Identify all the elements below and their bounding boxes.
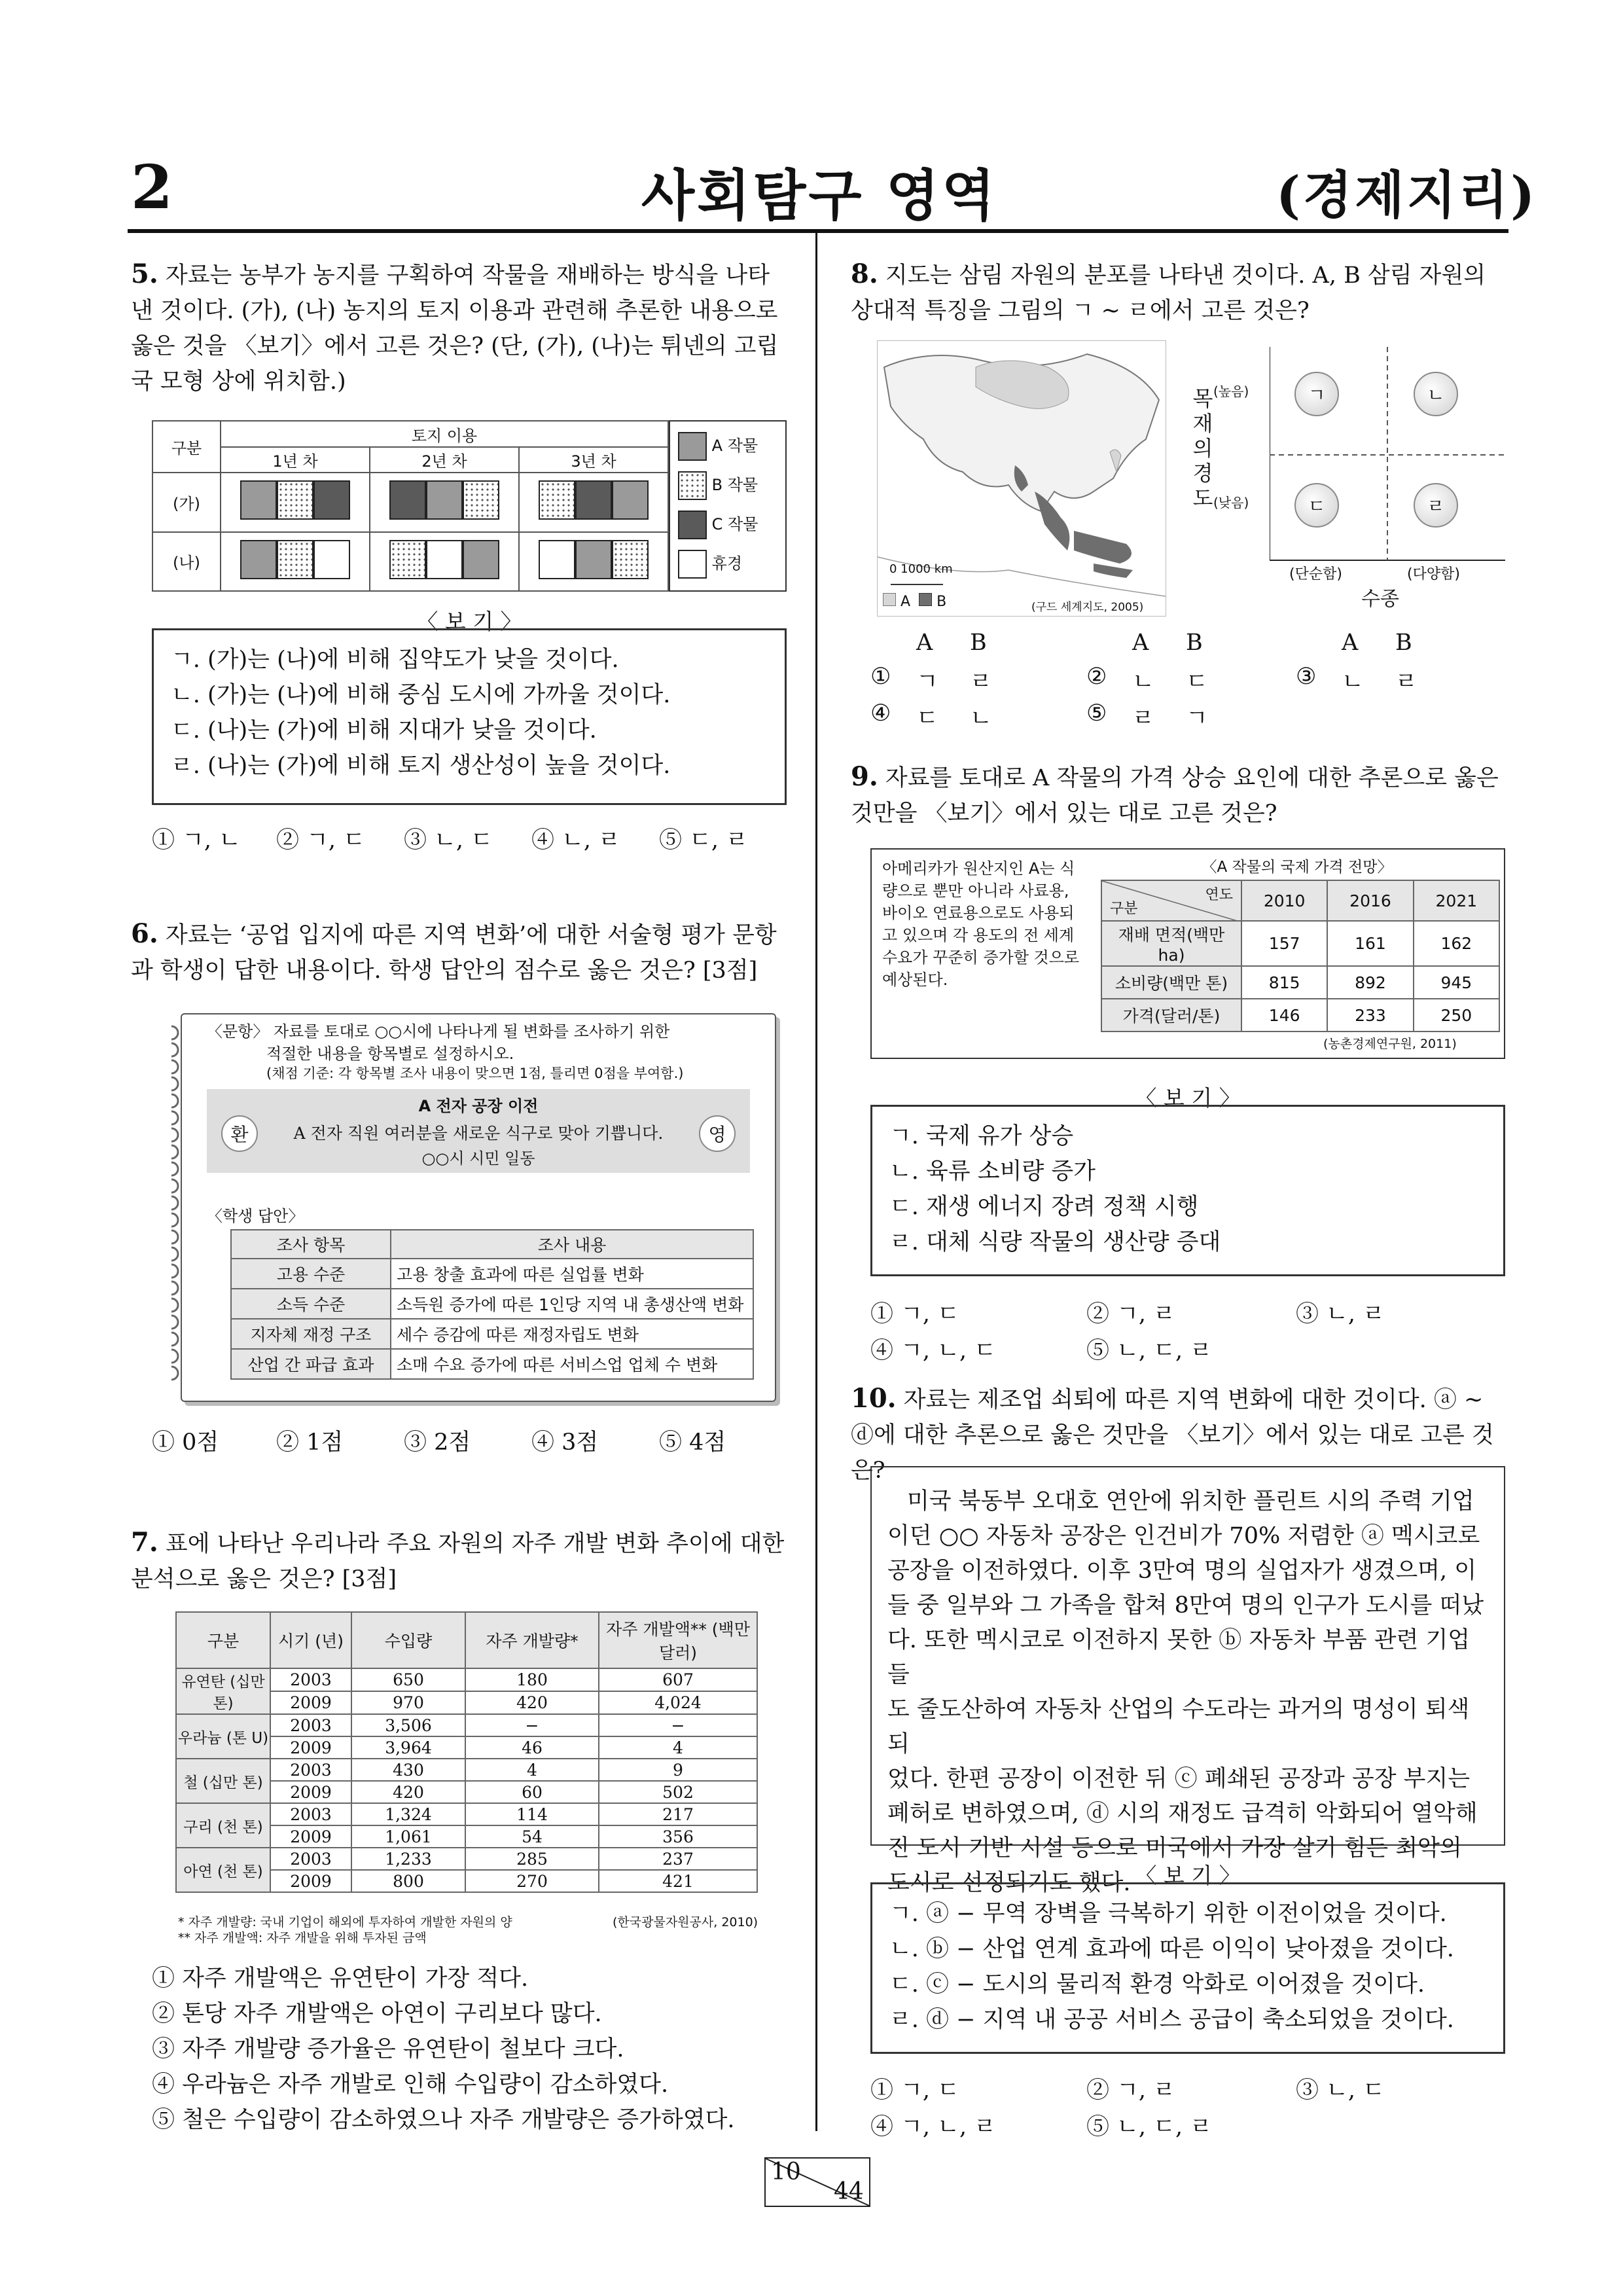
column-divider (815, 233, 817, 2131)
head-b: B (1395, 630, 1412, 656)
notebook-figure (152, 1013, 777, 1406)
x-axis-label: 수종 (1361, 588, 1399, 611)
header-rule (128, 229, 1508, 233)
bogi-item: ㄹ. ⓓ − 지역 내 공공 서비스 공급이 축소되었을 것이다. (889, 2007, 1454, 2033)
options-8 (870, 630, 1512, 741)
note-1: * 자주 개발량: 국내 기업이 해외에 투자하여 개발한 자원의 양 (178, 1915, 512, 1929)
bogi-item: ㄱ. (가)는 (나)에 비해 집약도가 낮을 것이다. (171, 647, 619, 673)
table-cell: 1,233 (351, 1848, 465, 1870)
question-7 (131, 1525, 785, 1597)
option-5[interactable]: ⑤ ㄴ, ㄷ, ㄹ (1086, 1338, 1213, 1364)
table-cell: 2003 (270, 1714, 351, 1736)
question-8 (851, 257, 1512, 329)
answer-item: 소득 수준 (231, 1289, 391, 1319)
map-scale: 0 1000 km (889, 562, 953, 576)
table-cell: 2003 (270, 1803, 351, 1825)
head-gubun: 구분 (1110, 901, 1138, 917)
head-gubun: 구분 (152, 421, 221, 473)
option-3[interactable] (1296, 664, 1418, 695)
table-cell: − (599, 1714, 757, 1736)
cell: 892 (1327, 966, 1413, 999)
head-self-value: 자주 개발액** (백만 달러) (599, 1612, 757, 1668)
question-text: 지도는 삼림 자원의 분포를 나타낸 것이다. A, B 삼림 자원의 상대적 특징을 그림의 ㄱ ~ ㄹ에서 고른 것은? (851, 262, 1486, 324)
table-cell: 2009 (270, 1825, 351, 1848)
table-cell: 46 (465, 1736, 599, 1759)
question-number: 6. (131, 918, 158, 949)
table-row (176, 1759, 757, 1781)
bogi-title-9: 〈 보 기 〉 (1135, 1085, 1241, 1111)
option-1[interactable]: ① ㄱ, ㄴ (152, 827, 241, 853)
question-number: 7. (131, 1527, 158, 1558)
option-1[interactable] (870, 664, 992, 695)
ga-year3 (519, 473, 668, 532)
cell: 162 (1414, 921, 1499, 966)
bogi-item: ㄴ. 육류 소비량 증가 (889, 1158, 1096, 1185)
question-number: 9. (851, 761, 878, 792)
option-b: ㄹ (1395, 669, 1418, 695)
option-1[interactable]: ① 자주 개발액은 유연탄이 가장 적다. (152, 1965, 529, 1992)
table-cell: 2003 (270, 1759, 351, 1781)
head-a: A (1132, 630, 1149, 656)
banner-sign: ○○시 시민 일동 (421, 1149, 535, 1168)
question-6 (131, 916, 785, 988)
table-cell: 2009 (270, 1870, 351, 1892)
land-use-table (152, 420, 669, 592)
option-a: ㄴ (1132, 669, 1154, 695)
map-legend (883, 593, 946, 610)
head-b: B (1186, 630, 1203, 656)
source-9: (농촌경제연구원, 2011) (1323, 1037, 1457, 1051)
table-cell: 270 (465, 1870, 599, 1892)
option-5[interactable]: ⑤ 4점 (659, 1429, 726, 1456)
table-cell: 970 (351, 1691, 465, 1714)
bogi-item: ㄱ. 국제 유가 상승 (889, 1123, 1074, 1149)
col-content: 조사 내용 (391, 1230, 753, 1259)
na-year2 (370, 532, 519, 592)
crop-description: 아메리카가 원산지인 A는 식량으로 뿐만 아니라 사료용, 바이오 연료용으로도 사용되고 있으며 각 용도의 전 세계 수요가 꾸준히 증가할 것으로 예상된다. (882, 859, 1080, 989)
crop-price-table (1101, 880, 1500, 1032)
option-2[interactable]: ② ㄱ, ㄹ (1086, 2077, 1175, 2104)
bogi-title-10: 〈 보 기 〉 (1135, 1863, 1241, 1888)
option-number: ⑤ (1086, 700, 1107, 726)
quadrant-rieul: ㄹ (1414, 483, 1458, 528)
table-row (176, 1714, 757, 1736)
option-a: ㄹ (1132, 706, 1154, 732)
table-row (176, 1848, 757, 1870)
year-2016: 2016 (1327, 880, 1413, 921)
map-source: (구드 세계지도, 2005) (1031, 601, 1144, 614)
question-9 (851, 759, 1512, 831)
option-a: ㄴ (1342, 669, 1364, 695)
option-5[interactable]: ⑤ 철은 수입량이 감소하였으나 자주 개발량은 증가하였다. (152, 2107, 735, 2133)
bogi-item: ㄷ. ⓒ − 도시의 물리적 환경 악화로 이어졌을 것이다. (889, 1971, 1425, 1998)
cell: 161 (1327, 921, 1413, 966)
table-cell: 60 (465, 1781, 599, 1803)
table-cell: 650 (351, 1668, 465, 1691)
banner-right-badge: 영 (699, 1115, 736, 1152)
option-1[interactable]: ① ㄱ, ㄷ (870, 1301, 959, 1327)
table-cell: 2003 (270, 1668, 351, 1691)
passage-line: 폐허로 변하였으며, ⓓ 시의 재정도 급격히 악화되어 열악해 (887, 1801, 1478, 1827)
bogi-item: ㄹ. (나)는 (가)에 비해 토지 생산성이 높을 것이다. (171, 753, 671, 779)
subject-number: 2 (131, 152, 173, 223)
table-cell: 502 (599, 1781, 757, 1803)
na-year1 (221, 532, 370, 592)
ga-year1 (221, 473, 370, 532)
year-2021: 2021 (1414, 880, 1499, 921)
option-1[interactable]: ① 0점 (152, 1429, 219, 1456)
table-cell: 3,964 (351, 1736, 465, 1759)
resource-name: 철 (십만 톤) (176, 1759, 270, 1803)
cell: 146 (1241, 999, 1327, 1031)
option-3[interactable]: ③ ㄴ, ㄹ (1296, 1301, 1385, 1327)
cell: 157 (1241, 921, 1327, 966)
head-gubun: 구분 (176, 1612, 270, 1668)
table-cell: 54 (465, 1825, 599, 1848)
table-cell: 420 (465, 1691, 599, 1714)
land-use-figure (152, 420, 787, 592)
option-number: ④ (870, 700, 891, 726)
table-cell: 114 (465, 1803, 599, 1825)
legend-b: B (936, 594, 947, 610)
option-2[interactable]: ② ㄱ, ㄷ (276, 827, 365, 853)
option-b: ㄷ (1186, 669, 1208, 695)
bogi-item: ㄱ. ⓐ − 무역 장벽을 극복하기 위한 이전이었을 것이다. (889, 1901, 1447, 1927)
option-4[interactable]: ④ 3점 (531, 1429, 599, 1456)
answer-content: 소득원 증가에 따른 1인당 지역 내 총생산액 변화 (391, 1289, 753, 1319)
option-5[interactable] (1086, 700, 1208, 732)
head-year2: 2년 차 (370, 447, 519, 473)
resource-name: 아연 (천 톤) (176, 1848, 270, 1892)
crop-data-box (870, 848, 1505, 1059)
passage-line: 미국 북동부 오대호 연안에 위치한 플린트 시의 주력 기업 (907, 1488, 1474, 1515)
option-5[interactable]: ⑤ ㄴ, ㄷ, ㄹ (1086, 2114, 1213, 2140)
x-right-label: (다양함) (1407, 566, 1460, 583)
resource-table (175, 1611, 758, 1893)
legend-fallow: 휴경 (711, 554, 743, 573)
table-cell: 285 (465, 1848, 599, 1870)
page-total: 44 (834, 2178, 864, 2205)
option-2[interactable]: ② 톤당 자주 개발액은 아연이 구리보다 많다. (152, 2001, 602, 2027)
option-3[interactable]: ③ ㄴ, ㄷ (1296, 2077, 1385, 2104)
table-cell: 2009 (270, 1736, 351, 1759)
passage-line: 도시로 선정되기도 했다. (887, 1870, 1131, 1896)
table-cell: 430 (351, 1759, 465, 1781)
y-high-label: (높음) (1213, 384, 1249, 399)
passage-line: 었다. 한편 공장이 이전한 뒤 ⓒ 폐쇄된 공장과 공장 부지는 (887, 1766, 1471, 1792)
options-9 (870, 1296, 1512, 1368)
option-4[interactable]: ④ ㄱ, ㄴ, ㄹ (870, 2114, 997, 2140)
option-1[interactable]: ① ㄱ, ㄷ (870, 2077, 959, 2104)
land-use-legend (669, 420, 787, 592)
answer-content: 소매 수요 증가에 따른 서비스업 업체 수 변화 (391, 1349, 753, 1379)
option-a: ㄱ (916, 669, 938, 695)
answer-content: 세수 증감에 따른 재정자립도 변화 (391, 1319, 753, 1349)
passage-line: 이던 ○○ 자동차 공장은 인건비가 70% 저렴한 ⓐ 멕시코로 (887, 1523, 1480, 1549)
bogi-title-5: 〈 보 기 〉 (416, 609, 522, 634)
banner-left-badge: 환 (221, 1115, 258, 1152)
table-cell: 4,024 (599, 1691, 757, 1714)
prompt-line-1: 〈문항〉 자료를 토대로 ○○시에 나타나게 될 변화를 조사하기 위한 (207, 1022, 670, 1041)
option-4[interactable]: ④ ㄴ, ㄹ (531, 827, 620, 853)
student-answer-table (230, 1229, 754, 1380)
scoring-criteria: (채점 기준: 각 항목별 조사 내용이 맞으면 1점, 틀리면 0점을 부여함.) (266, 1066, 684, 1081)
option-2[interactable]: ② ㄱ, ㄹ (1086, 1301, 1175, 1327)
head-self-amount: 자주 개발량* (465, 1612, 599, 1668)
year-2010: 2010 (1241, 880, 1327, 921)
note-2: ** 자주 개발액: 자주 개발을 위해 투자된 금액 (178, 1931, 427, 1945)
banner-title: A 전자 공장 이전 (418, 1097, 539, 1115)
table-cell: 2009 (270, 1781, 351, 1803)
cell: 250 (1414, 999, 1499, 1031)
table-row (176, 1803, 757, 1825)
option-a: ㄷ (916, 706, 938, 732)
y-axis-label: 목재의 경도 (1192, 386, 1213, 511)
head-period: 시기 (년) (270, 1612, 351, 1668)
table-cell: 2009 (270, 1691, 351, 1714)
passage-line: 도 줄도산하여 자동차 산업의 수도라는 과거의 명성이 퇴색되 (887, 1696, 1470, 1757)
passage-line: 공장을 이전하였다. 이후 3만여 명의 실업자가 생겼으며, 이 (887, 1558, 1477, 1584)
head-corner (1101, 880, 1241, 921)
bogi-box-5 (152, 628, 787, 805)
page-title: 사회탐구 영역 (641, 163, 998, 228)
row-consumption: 소비량(백만 톤) (1101, 966, 1241, 999)
legend-b: B 작물 (711, 476, 758, 494)
question-number: 8. (851, 259, 878, 289)
resource-name: 우라늄 (톤 U) (176, 1714, 270, 1759)
table-row (176, 1668, 757, 1691)
table-cell: 607 (599, 1668, 757, 1691)
head-year3: 3년 차 (519, 447, 668, 473)
options-10 (870, 2072, 1512, 2144)
forest-quadrant-chart (1191, 340, 1512, 615)
table-cell: 4 (465, 1759, 599, 1781)
bogi-box-9 (870, 1105, 1505, 1276)
ga-year2 (370, 473, 519, 532)
table-cell: 356 (599, 1825, 757, 1848)
head-b: B (970, 630, 987, 656)
option-b: ㄱ (1186, 706, 1208, 732)
question-5 (131, 257, 785, 399)
table-cell: 180 (465, 1668, 599, 1691)
resource-name: 유연탄 (십만 톤) (176, 1668, 270, 1714)
option-number: ① (870, 664, 891, 690)
passage-line: 진 도시 기반 시설 등으로 미국에서 가장 살기 힘든 최악의 (887, 1835, 1462, 1861)
table-cell: 2003 (270, 1848, 351, 1870)
quadrant-giyeok: ㄱ (1294, 372, 1339, 416)
row-label-ga: (가) (152, 473, 221, 532)
table-cell: 1,324 (351, 1803, 465, 1825)
na-year3 (519, 532, 668, 592)
option-b: ㄹ (970, 669, 992, 695)
x-left-label: (단순함) (1289, 566, 1342, 583)
cell: 233 (1327, 999, 1413, 1031)
table-cell: 800 (351, 1870, 465, 1892)
option-4[interactable] (870, 700, 992, 732)
col-item: 조사 항목 (231, 1230, 391, 1259)
answer-item: 산업 간 파급 효과 (231, 1349, 391, 1379)
question-number: 5. (131, 259, 158, 289)
option-2[interactable] (1086, 664, 1208, 695)
table-cell: 9 (599, 1759, 757, 1781)
page-number-box (764, 2157, 870, 2207)
head-a: A (1342, 630, 1359, 656)
quadrant-nieun: ㄴ (1414, 372, 1458, 416)
table-cell: 237 (599, 1848, 757, 1870)
prompt-line-2: 적절한 내용을 항목별로 설정하시오. (266, 1045, 514, 1063)
passage-line: 들 중 일부와 그 가족을 합쳐 8만여 명의 인구가 도시를 떠났 (887, 1592, 1484, 1619)
cell: 945 (1414, 966, 1499, 999)
table-cell: 421 (599, 1870, 757, 1892)
bogi-item: ㄷ. 재생 에너지 장려 정책 시행 (889, 1194, 1199, 1220)
page-subtitle: (경제지리) (1276, 166, 1538, 225)
options-7 (152, 1961, 806, 2138)
crop-table-title: 〈A 작물의 국제 가격 전망〉 (1202, 859, 1393, 876)
head-year1: 1년 차 (221, 447, 370, 473)
answer-item: 고용 수준 (231, 1259, 391, 1289)
row-label-na: (나) (152, 532, 221, 592)
question-text: 자료는 제조업 쇠퇴에 따른 지역 변화에 대한 것이다. ⓐ ~ ⓓ에 대한 추론으로 옳은 것만을 〈보기〉에서 있는 대로 고른 것은? (851, 1387, 1494, 1484)
head-import: 수입량 (351, 1612, 465, 1668)
quadrant-digeut: ㄷ (1294, 483, 1339, 528)
head-a: A (916, 630, 933, 656)
banner (207, 1089, 750, 1173)
answer-item: 지자체 재정 구조 (231, 1319, 391, 1349)
question-text: 표에 나타난 우리나라 주요 자원의 자주 개발 변화 추이에 대한 분석으로 옳은 것은? [3점] (131, 1531, 785, 1592)
passage-line: 다. 또한 멕시코로 이전하지 못한 ⓑ 자동차 부품 관련 기업들 (887, 1627, 1471, 1688)
table-cell: 420 (351, 1781, 465, 1803)
option-5[interactable]: ⑤ ㄷ, ㄹ (659, 827, 748, 853)
bogi-item: ㄹ. 대체 식량 작물의 생산량 증대 (889, 1229, 1221, 1255)
legend-c: C 작물 (711, 515, 758, 533)
banner-text: A 전자 직원 여러분을 새로운 식구로 맞아 기쁩니다. (293, 1124, 664, 1143)
answer-label: 〈학생 답안〉 (207, 1207, 304, 1225)
row-price: 가격(달러/톤) (1101, 999, 1241, 1031)
table-cell: 217 (599, 1803, 757, 1825)
head-land-use: 토지 이용 (221, 421, 668, 447)
option-4[interactable]: ④ 우라늄은 자주 개발로 인해 수입량이 감소하였다. (152, 2072, 669, 2098)
legend-a: A (901, 594, 911, 610)
option-3[interactable]: ③ 2점 (404, 1429, 471, 1456)
option-number: ③ (1296, 664, 1317, 690)
question-text: 자료를 토대로 A 작물의 가격 상승 요인에 대한 추론으로 옳은 것만을 〈보기〉에서 있는 대로 고른 것은? (851, 765, 1499, 827)
bogi-item: ㄷ. (나)는 (가)에 비해 지대가 낮을 것이다. (171, 717, 597, 744)
head-year: 연도 (1205, 887, 1233, 903)
page-number: 10 (771, 2159, 801, 2185)
option-number: ② (1086, 664, 1107, 690)
legend-a: A 작물 (711, 437, 758, 455)
table-cell: 4 (599, 1736, 757, 1759)
answer-content: 고용 창출 효과에 따른 실업률 변화 (391, 1259, 753, 1289)
source-7: (한국광물자원공사, 2010) (613, 1915, 758, 1929)
table-cell: 3,506 (351, 1714, 465, 1736)
question-text: 자료는 농부가 농지를 구획하여 작물을 재배하는 방식을 나타낸 것이다. (가), (나) 농지의 토지 이용과 관련해 추론한 내용으로 옳은 것을 〈보기〉에서 고른 것은? (단, (가), (나)는 튀넨의 고립국 모형 상에 위치함.) (131, 262, 779, 395)
resource-name: 구리 (천 톤) (176, 1803, 270, 1848)
forest-map (877, 340, 1166, 617)
bogi-item: ㄴ. ⓑ − 산업 연계 효과에 따른 이익이 낮아졌을 것이다. (889, 1936, 1454, 1962)
table-cell: − (465, 1714, 599, 1736)
question-number: 10. (851, 1383, 897, 1414)
bogi-box-10 (870, 1882, 1505, 2054)
option-3[interactable]: ③ ㄴ, ㄷ (404, 827, 493, 853)
row-area: 재배 면적(백만 ha) (1101, 921, 1241, 966)
option-b: ㄴ (970, 706, 992, 732)
question-text: 자료는 ‘공업 입지에 따른 지역 변화’에 대한 서술형 평가 문항과 학생이 답한 내용이다. 학생 답안의 점수로 옳은 것은? [3점] (131, 922, 777, 984)
table-cell: 1,061 (351, 1825, 465, 1848)
option-3[interactable]: ③ 자주 개발량 증가율은 유연탄이 철보다 크다. (152, 2036, 624, 2062)
cell: 815 (1241, 966, 1327, 999)
bogi-item: ㄴ. (가)는 (나)에 비해 중심 도시에 가까울 것이다. (171, 682, 671, 708)
option-2[interactable]: ② 1점 (276, 1429, 344, 1456)
option-4[interactable]: ④ ㄱ, ㄴ, ㄷ (870, 1338, 997, 1364)
y-low-label: (낮음) (1213, 495, 1249, 511)
